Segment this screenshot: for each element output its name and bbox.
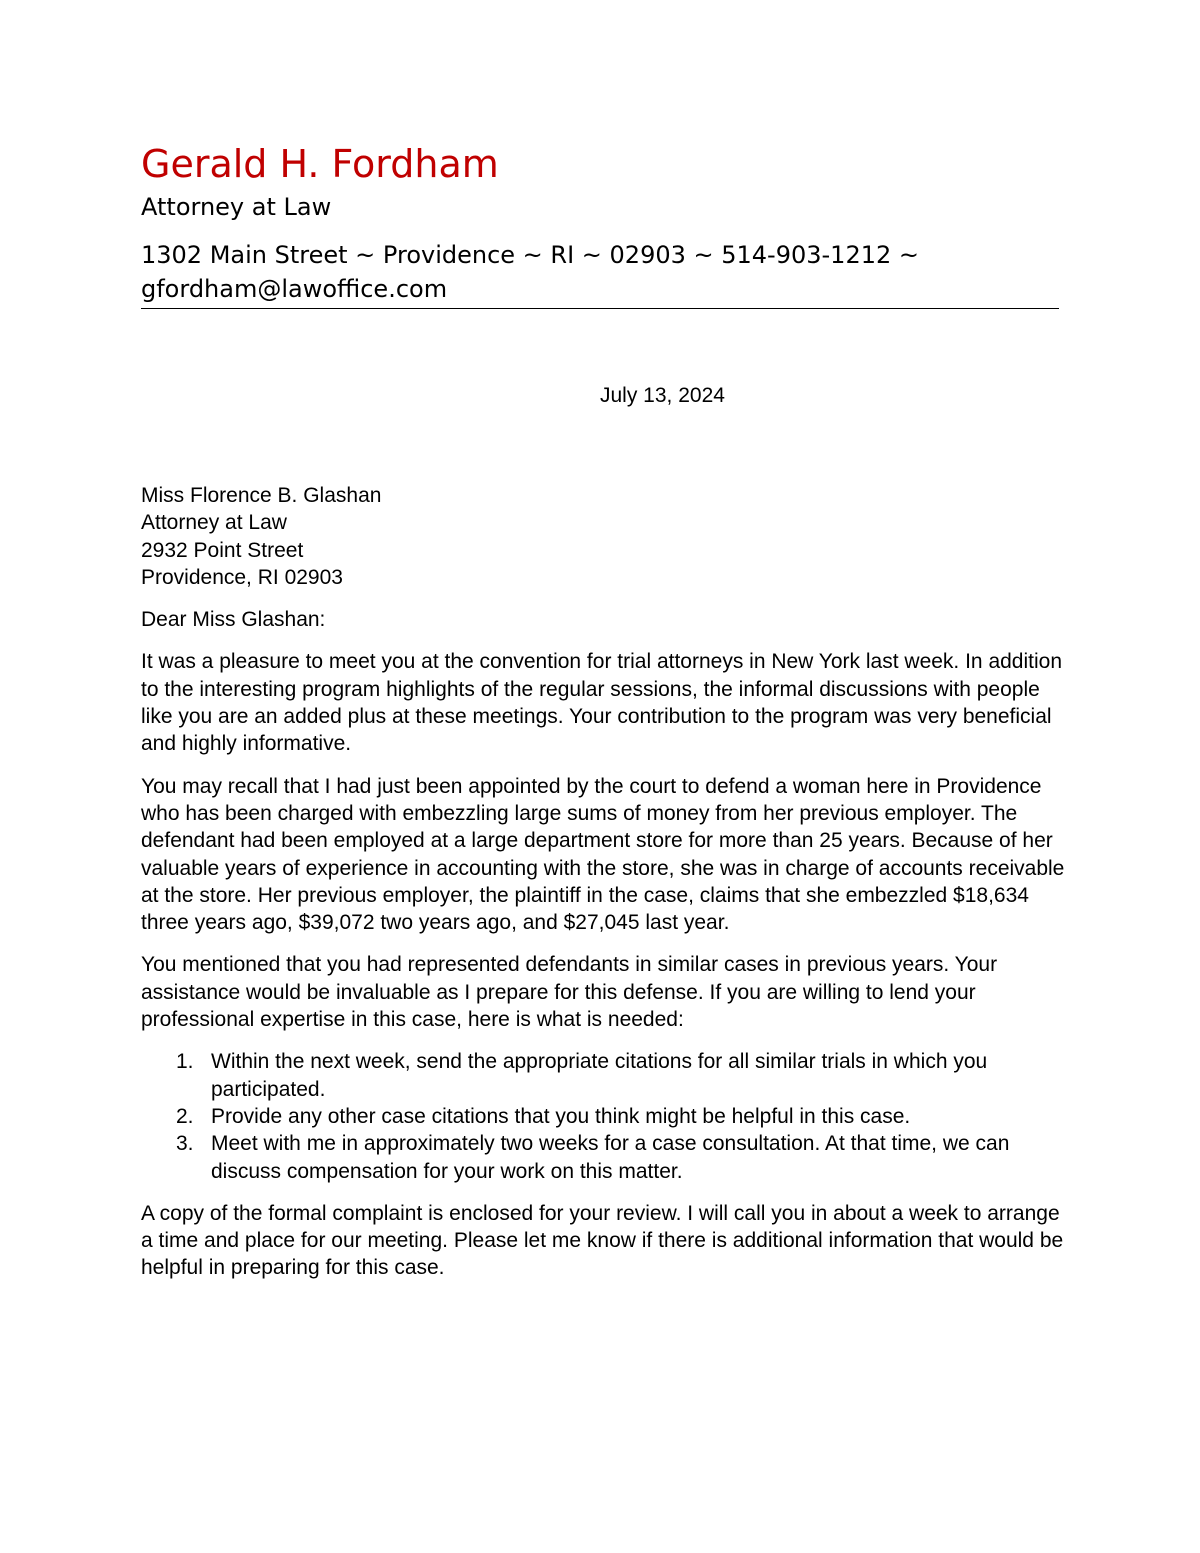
list-item-text: Within the next week, send the appropriate citations for all similar trials in which you participated.: [211, 1050, 988, 1101]
list-item: [141, 1048, 1066, 1103]
salutation: Dear Miss Glashan:: [141, 608, 326, 632]
contact-address-line: 1302 Main Street ~ Providence ~ RI ~ 02903 ~ 514-903-1212 ~: [141, 241, 919, 269]
contact-block: [141, 238, 1059, 309]
contact-email: gfordham@lawoffice.com: [141, 275, 448, 303]
recipient-address: [141, 482, 1066, 591]
recipient-city: Providence, RI 02903: [141, 565, 343, 589]
list-number: 2.: [176, 1104, 194, 1128]
list-item: [141, 1130, 1066, 1185]
list-number: 1.: [176, 1050, 194, 1074]
recipient-name: Miss Florence B. Glashan: [141, 484, 382, 507]
attorney-name: Gerald H. Fordham: [141, 142, 499, 186]
recipient-street: 2932 Point Street: [141, 538, 304, 562]
paragraph: It was a pleasure to meet you at the convention for trial attorneys in New York last week. In addition to the interesting program highlights of the regular sessions, the informal discussions with people like you are an added plus at these meetings. Your contribution to the program was very beneficial and highly informative.: [141, 650, 1063, 756]
letter-body: [141, 482, 1066, 1282]
list-item-text: Meet with me in approximately two weeks for a case consultation. At that time, we can discuss compensation for your work on this matter.: [211, 1132, 1010, 1183]
recipient-title: Attorney at Law: [141, 511, 287, 535]
closing-paragraph: A copy of the formal complaint is enclosed for your review. I will call you in about a week to arrange a time and place for our meeting. Please let me know if there is additional information that would be helpful in preparing for this case.: [141, 1201, 1064, 1280]
attorney-title: Attorney at Law: [141, 193, 332, 221]
paragraph: You may recall that I had just been appointed by the court to defend a woman here in Providence who has been charged with embezzling large sums of money from her previous employer. The defendant had been employed at a large department store for more than 25 years. Because of her valuable years of experience in accounting with the store, she was in charge of accounts receivable at the store. Her previous employer, the plaintiff in the case, claims that she embezzled $18,634 three years ago, $39,072 two years ago, and $27,045 last year.: [141, 774, 1065, 935]
letterhead: [141, 140, 1059, 309]
paragraph: You mentioned that you had represented defendants in similar cases in previous years. Your assistance would be invaluable as I prepare for this defense. If you are willing to lend your professional expertise in this case, here is what is needed:: [141, 953, 998, 1032]
list-number: 3.: [176, 1132, 194, 1156]
list-item: [141, 1103, 1066, 1130]
list-item-text: Provide any other case citations that you think might be helpful in this case.: [211, 1104, 911, 1128]
letter-date: July 13, 2024: [600, 384, 725, 407]
numbered-list: [141, 1048, 1066, 1184]
